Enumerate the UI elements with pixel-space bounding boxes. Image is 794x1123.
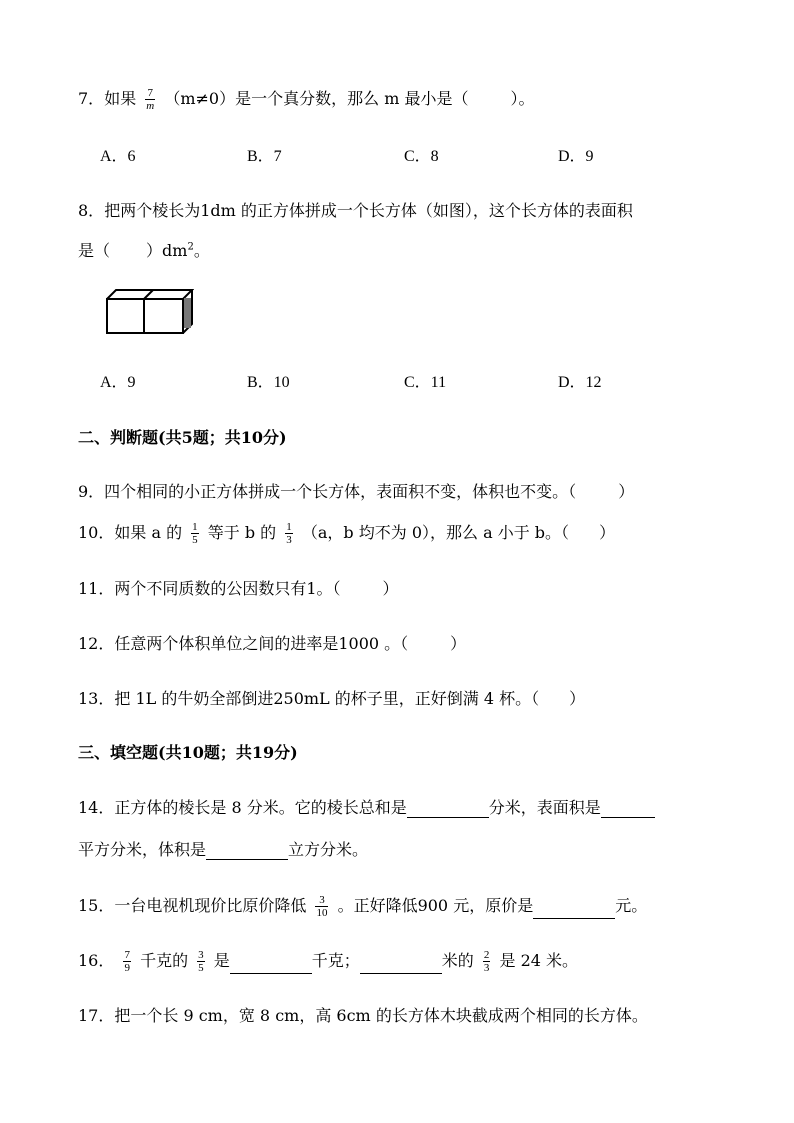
question-12: 12．任意两个体积单位之间的进率是1000 。（ ）	[78, 634, 467, 653]
fraction-7-over-m: $\frac{7}{m}$	[146, 87, 155, 112]
answer-blank[interactable]	[533, 902, 615, 919]
q7-option-c[interactable]: C．8	[404, 148, 439, 165]
question-7: 7．如果 $\frac{7}{m}$ （m≠0）是一个真分数，那么 m 最小是（ ）。	[78, 87, 535, 112]
fraction-seven-ninths: $\frac{7}{9}$	[124, 949, 130, 974]
question-16: 16． $\frac{7}{9}$ 千克的 $\frac{3}{5}$ 是 千克； 米的 $\frac{2}{3}$ 是 24 米。	[78, 949, 579, 974]
cuboid-figure	[104, 288, 194, 336]
fraction-two-thirds: $\frac{2}{3}$	[483, 949, 490, 974]
question-13: 13．把 1L 的牛奶全部倒进250mL 的杯子里，正好倒满 4 杯。（ ）	[78, 689, 586, 708]
q8-option-b[interactable]: B．10	[247, 374, 290, 391]
question-8-line2: 是（ ）$dm^2$。	[78, 241, 210, 260]
answer-blank[interactable]	[407, 801, 489, 818]
fraction-three-tenths: $\frac{3}{10}$	[316, 894, 328, 919]
question-8: 8．把两个棱长为1dm 的正方体拼成一个长方体（如图），这个长方体的表面积	[78, 201, 633, 220]
q7-option-b[interactable]: B．7	[247, 148, 282, 165]
q8-option-c[interactable]: C．11	[404, 374, 447, 391]
question-10: 10．如果 a 的 $\frac{1}{5}$ 等于 b 的 $\frac{1}{3}$ （a，b 均不为 0），那么 a 小于 b。（ ）	[78, 521, 616, 546]
q7-option-d[interactable]: D．9	[558, 148, 594, 165]
fraction-one-fifth: $\frac{1}{5}$	[192, 521, 198, 546]
q7-option-a[interactable]: A．6	[100, 148, 136, 165]
answer-blank[interactable]	[230, 957, 312, 974]
fraction-one-third: $\frac{1}{3}$	[286, 521, 292, 546]
answer-blank[interactable]	[601, 801, 655, 818]
q8-option-d[interactable]: D．12	[558, 374, 602, 391]
q8-option-a[interactable]: A．9	[100, 374, 136, 391]
section-heading-judgement: 二、判断题(共5题；共10分)	[78, 428, 287, 447]
fraction-three-fifths: $\frac{3}{5}$	[198, 949, 204, 974]
question-11: 11．两个不同质数的公因数只有1。（ ）	[78, 579, 399, 598]
question-14-line2: 平方分米，体积是 立方分米。	[78, 840, 369, 859]
question-14: 14．正方体的棱长是 8 分米。它的棱长总和是 分米，表面积是	[78, 795, 655, 818]
question-17: 17．把一个长 9 cm，宽 8 cm，高 6cm 的长方体木块截成两个相同的长方体。	[78, 1006, 648, 1025]
section-heading-fill-blank: 三、填空题(共10题；共19分)	[78, 743, 298, 762]
question-9: 9．四个相同的小正方体拼成一个长方体，表面积不变，体积也不变。（ ）	[78, 482, 635, 501]
question-15: 15．一台电视机现价比原价降低 $\frac{3}{10}$ 。正好降低900 元，原价是 元。	[78, 894, 648, 919]
answer-blank[interactable]	[206, 843, 288, 860]
answer-blank[interactable]	[360, 957, 442, 974]
